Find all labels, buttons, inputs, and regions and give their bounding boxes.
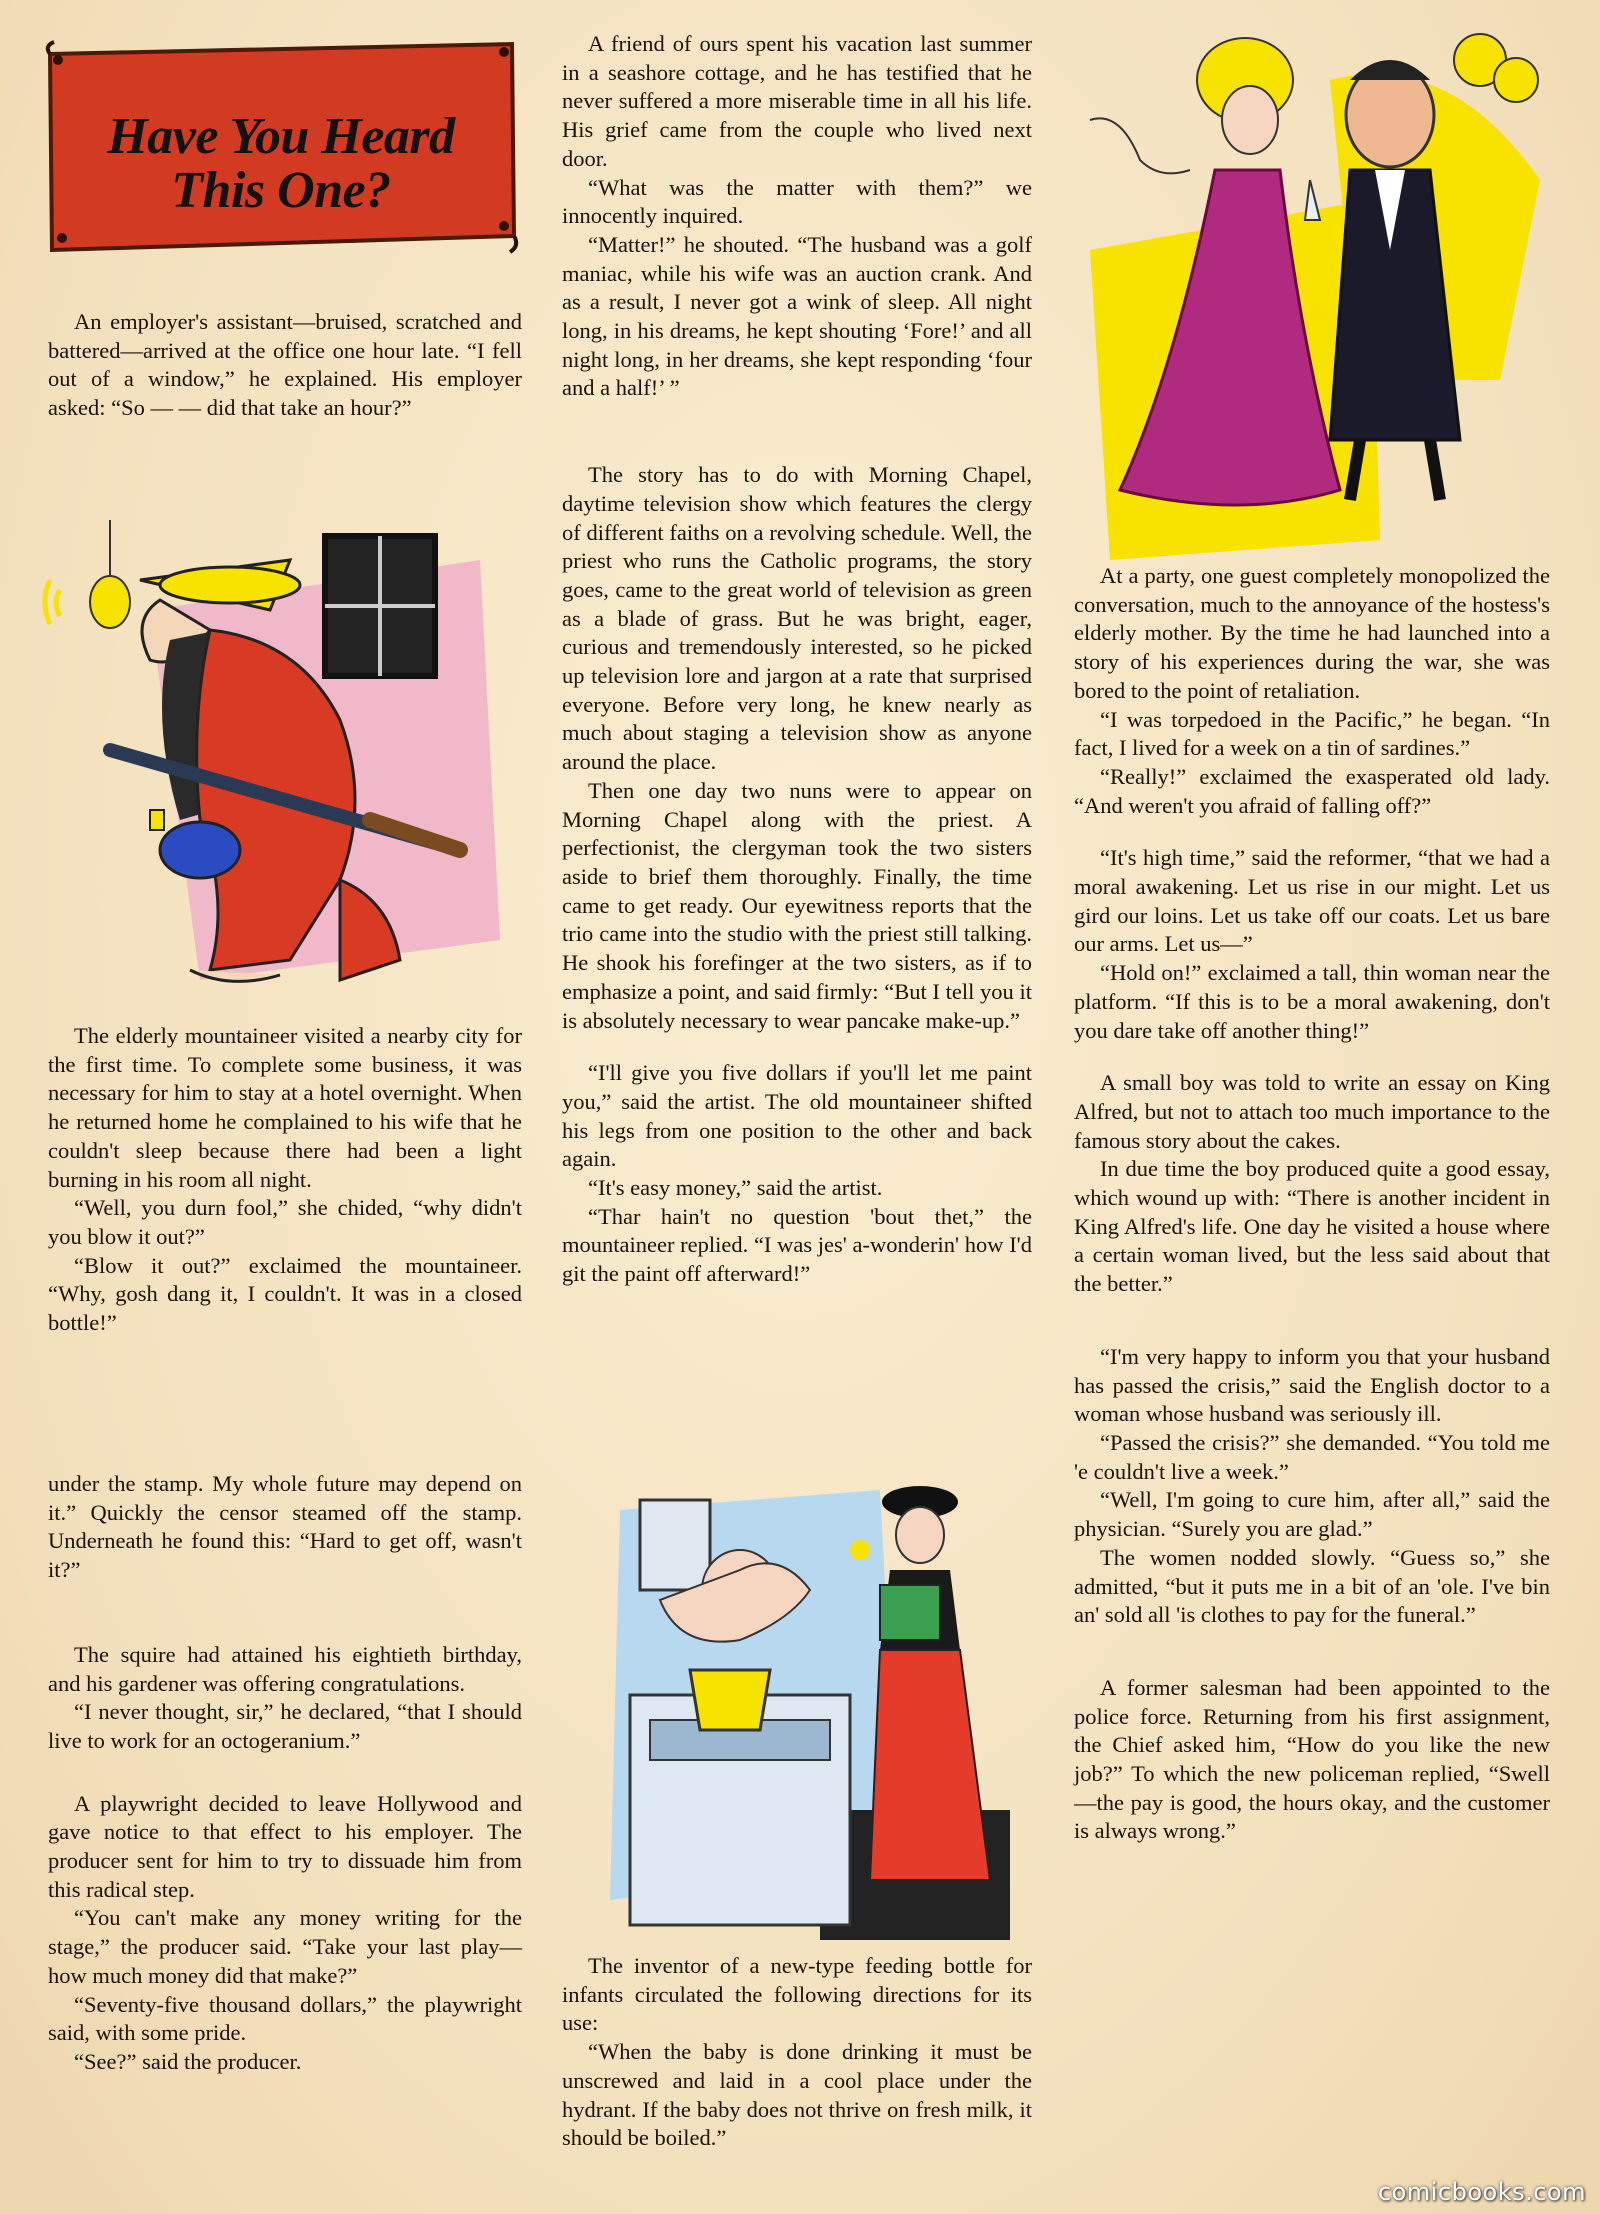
joke-reformer-punchline: “Hold on!” exclaimed a tall, thin woman near the platform. “If this is to be a moral awakening, don't you dare take off another thing!” — [1074, 960, 1550, 1043]
joke-king-alfred: A small boy was told to write an essay on King Alfred, but not to attach too much importance to the famous story about the cakes. — [1074, 1070, 1550, 1153]
joke-playwright-producer: “You can't make any money writing for the stage,” the producer said. “Take your last play—how much money did that make?” — [48, 1905, 522, 1988]
watermark: comicbooks.com — [1377, 2178, 1586, 2206]
joke-squire-punchline: “I never thought, sir,” he declared, “that I should live to work for an octogeranium.” — [48, 1699, 522, 1753]
joke-stamp-ending: under the stamp. My whole future may depend on it.” Quickly the censor steamed off the stamp. Underneath he found this: “Hard to get off, wasn't it?” — [48, 1471, 522, 1583]
joke-employer: An employer's assistant—bruised, scratched and battered—arrived at the office one hour late. “I fell out of a window,” he explained. His employer asked: “So — — did that take an hour?” — [48, 309, 522, 421]
page-title — [42, 110, 520, 218]
illustration-party — [1080, 20, 1560, 560]
joke-seashore-punchline: “Matter!” he shouted. “The husband was a golf maniac, while his wife was an auction crank. And as a result, I never got a wink of sleep. All night long, in his dreams, he kept shouting ‘Fore!’ and all night long, in her dreams, she kept responding ‘four and a half!’ ” — [562, 231, 1032, 401]
baby-drawing — [580, 1480, 1030, 1950]
joke-seashore-question: “What was the matter with them?” we innocently inquired. — [562, 174, 1032, 229]
joke-playwright-punchline: “See?” said the producer. — [74, 2048, 302, 2074]
joke-playwright: A playwright decided to leave Hollywood and gave notice to that effect to his employer. The producer sent for him to try to dissuade him from this radical step. — [48, 1790, 522, 1902]
col2-block-b — [562, 1952, 1032, 2153]
joke-mountaineer-wife: “Well, you durn fool,” she chided, “why didn't you blow it out?” — [48, 1195, 522, 1249]
joke-artist-punchline: “Thar hain't no question 'bout thet,” the mountaineer replied. “I was jes' a-wonderin' how I'd git the paint off afterward!” — [562, 1203, 1032, 1287]
joke-doctor-reply: “Passed the crisis?” she demanded. “You told me 'e couldn't live a week.” — [1074, 1429, 1550, 1484]
joke-doctor: “I'm very happy to inform you that your husband has passed the crisis,” said the English doctor to a woman whose husband was seriously ill. — [1074, 1343, 1550, 1427]
joke-feeding-bottle-directions: “When the baby is done drinking it must be unscrewed and laid in a cool place under the hydrant. If the baby does not thrive on fresh milk, it should be boiled.” — [562, 2039, 1032, 2151]
party-drawing — [1080, 20, 1560, 560]
title-banner — [42, 40, 520, 262]
joke-doctor-punchline: The women nodded slowly. “Guess so,” she admitted, “but it puts me in a bit of an 'ole. I've bin an' sold all 'is clothes to pay for the funeral.” — [1074, 1544, 1550, 1628]
illustration-baby-hydrant — [580, 1480, 1030, 1950]
joke-squire: The squire had attained his eightieth birthday, and his gardener was offering congratulations. — [48, 1641, 522, 1696]
joke-artist: “I'll give you five dollars if you'll let me paint you,” said the artist. The old mountaineer shifted his legs from one position to the other and back again. — [562, 1060, 1032, 1172]
col1-block-c — [48, 1470, 522, 2077]
joke-seashore: A friend of ours spent his vacation last summer in a seashore cottage, and he has testified that he never suffered a more miserable time in all his life. His grief came from the couple who lived next door. — [562, 31, 1032, 171]
joke-doctor-cure: “Well, I'm going to cure him, after all,” said the physician. “Surely you are glad.” — [1074, 1487, 1550, 1542]
col1-block-a — [48, 308, 522, 423]
joke-morning-chapel-nuns: Then one day two nuns were to appear on Morning Chapel along with the priest. A perfectionist, the clergyman took the two sisters aside to brief them thoroughly. Finally, the time came to get ready. Our eyewitness reports that the trio came into the studio with the priest still talking. He shook his forefinger at the two sisters, as if to emphasize a point, and said firmly: “But I tell you it is absolutely necessary to wear pancake make-up.” — [562, 777, 1032, 1033]
joke-reformer: “It's high time,” said the reformer, “that we had a moral awakening. Let us rise in our might. Let us gird our loins. Let us take off our coats. Let us bare our arms. Let us—” — [1074, 845, 1550, 957]
joke-mountaineer-punchline: “Blow it out?” exclaimed the mountaineer. “Why, gosh dang it, I couldn't. It was in a closed bottle!” — [48, 1252, 522, 1336]
mountaineer-drawing — [40, 520, 530, 1010]
col2-block-a — [562, 30, 1032, 1289]
col3-block-a — [1074, 562, 1550, 1846]
joke-artist-easy-money: “It's easy money,” said the artist. — [588, 1175, 883, 1201]
joke-playwright-answer: “Seventy-five thousand dollars,” the playwright said, with some pride. — [48, 1991, 522, 2046]
joke-king-alfred-essay: In due time the boy produced quite a good essay, which wound up with: “There is another incident in King Alfred's life. One day he visited a house where a certain woman lived, but the less said about that the better.” — [1074, 1156, 1550, 1297]
illustration-mountaineer — [40, 520, 530, 1010]
col1-block-b — [48, 1022, 522, 1338]
joke-party-punchline: “Really!” exclaimed the exasperated old lady. “And weren't you afraid of falling off?” — [1074, 763, 1550, 818]
joke-policeman: A former salesman had been appointed to the police force. Returning from his first assignment, the Chief asked him, “How do you like the new job?” To which the new policeman replied, “Swell—the pay is good, the hours okay, and the customer is always wrong.” — [1074, 1674, 1550, 1844]
joke-mountaineer-hotel: The elderly mountaineer visited a nearby city for the first time. To complete some business, it was necessary for him to stay at a hotel overnight. When he returned home he complained to his wife that he couldn't sleep because there had been a light burning in his room all night. — [48, 1023, 522, 1192]
title-line-2: This One? — [171, 162, 391, 219]
joke-morning-chapel: The story has to do with Morning Chapel, daytime television show which features the clergy of different faiths on a revolving schedule. Well, the priest who runs the Catholic programs, the story goes, came to the great world of television as green as a blade of grass. But he was bright, eager, curious and tremendously interested, so he picked up television lore and jargon at a rate that surprised everyone. Before very long, he knew nearly as much about staging a television show as anyone around the place. — [562, 462, 1032, 775]
joke-party-torpedoed: “I was torpedoed in the Pacific,” he began. “In fact, I lived for a week on a tin of sardines.” — [1074, 706, 1550, 761]
title-line-1: Have You Heard — [107, 108, 455, 165]
joke-feeding-bottle: The inventor of a new-type feeding bottle for infants circulated the following directions for its use: — [562, 1953, 1032, 2036]
joke-party: At a party, one guest completely monopolized the conversation, much to the annoyance of the hostess's elderly mother. By the time he had launched into a story of his experiences during the war, she was bored to the point of retaliation. — [1074, 563, 1550, 703]
